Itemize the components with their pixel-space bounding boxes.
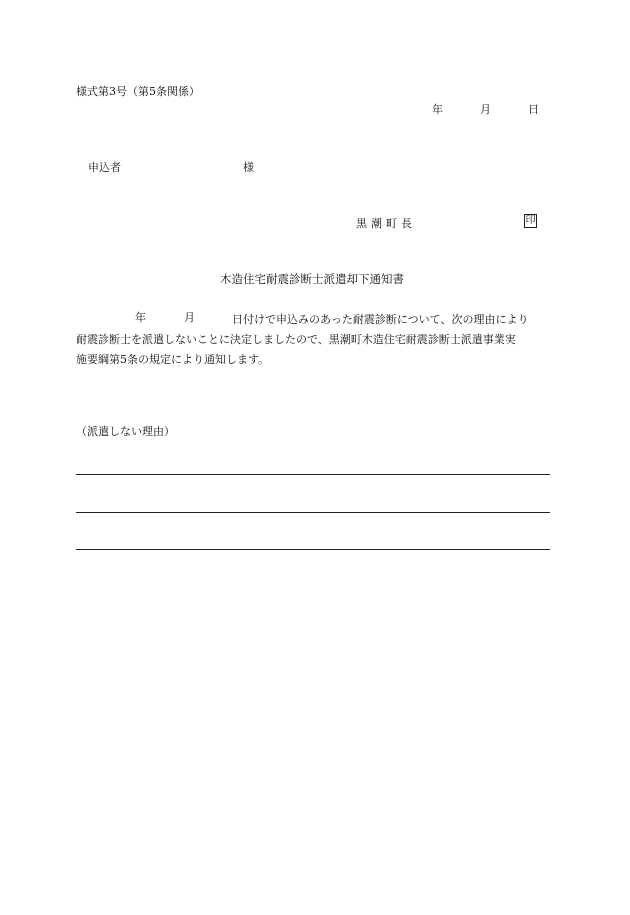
document-title: 木造住宅耐震診断士派遣却下通知書 xyxy=(220,272,404,286)
seal-stamp: 印 xyxy=(525,215,536,226)
notice-body-line-1: 日付けで申込みのあった耐震診断について、次の理由により xyxy=(232,313,529,326)
form-number: 様式第3号（第5条関係） xyxy=(76,85,200,98)
reason-line-2 xyxy=(76,512,550,513)
reason-line-3 xyxy=(76,549,550,550)
notice-body-line-3: 施要綱第5条の規定により通知します。 xyxy=(76,353,270,366)
reason-label: （派遣しない理由） xyxy=(76,425,175,438)
date-month-label: 月 xyxy=(480,103,491,116)
notice-body-line-2: 耐震診断士を派遣しないことに決定しましたので、黒潮町木造住宅耐震診断士派遣事業実 xyxy=(76,333,516,346)
notice-body xyxy=(76,310,550,370)
body-date-year-label: 年 xyxy=(135,311,146,324)
body-date-month-label: 月 xyxy=(184,311,195,324)
applicant-honorific: 様 xyxy=(243,161,254,174)
reason-line-1 xyxy=(76,474,550,475)
date-year-label: 年 xyxy=(432,103,443,116)
date-day-label: 日 xyxy=(528,103,539,116)
applicant-label: 申込者 xyxy=(88,161,121,174)
issuer-title: 黒潮町長 xyxy=(356,217,416,230)
